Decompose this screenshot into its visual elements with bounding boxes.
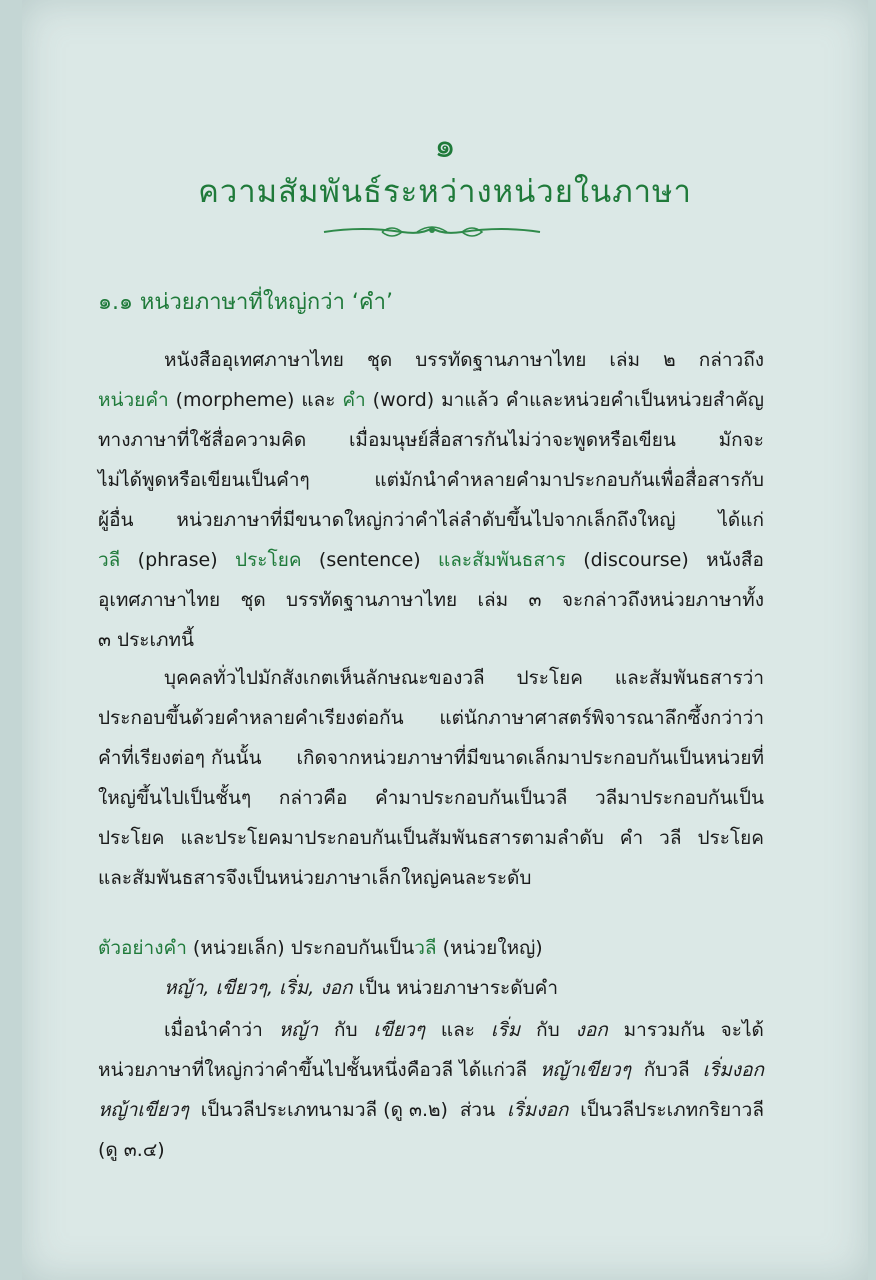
text-line bbox=[98, 540, 764, 580]
word: เริ่มงอก bbox=[702, 1059, 764, 1081]
text-line bbox=[98, 778, 764, 818]
text-line bbox=[98, 620, 764, 660]
word: (discourse) bbox=[583, 549, 689, 571]
word: เขียวๆ bbox=[373, 1019, 425, 1041]
text-line bbox=[98, 340, 764, 380]
paragraph-1 bbox=[98, 340, 764, 660]
word: กับ bbox=[334, 1019, 358, 1041]
word: ประกอบขึ้นด้วยคำหลายคำเรียงต่อกัน bbox=[98, 707, 404, 729]
term-highlight: และสัมพันธสาร bbox=[438, 549, 566, 571]
text-line bbox=[98, 928, 764, 968]
word: (word) bbox=[372, 389, 435, 411]
word: (morpheme) bbox=[175, 389, 295, 411]
word: (phrase) bbox=[137, 549, 218, 571]
paragraph-3 bbox=[98, 1010, 764, 1170]
word: และประโยคมาประกอบกันเป็นสัมพันธสารตามลำดับ bbox=[180, 827, 604, 849]
text-line bbox=[98, 658, 764, 698]
word: บรรทัดฐานภาษาไทย bbox=[286, 589, 458, 611]
term-highlight: ประโยค bbox=[235, 549, 302, 571]
text-line bbox=[98, 380, 764, 420]
word: มาแล้ว bbox=[441, 389, 499, 411]
word: เกิดจากหน่วยภาษาที่มีขนาดเล็กมาประกอบกันเป็นหน่วยที่ bbox=[296, 747, 764, 769]
word: กับวลี bbox=[643, 1059, 690, 1081]
word: เป็น หน่วยภาษาระดับคำ bbox=[352, 977, 559, 999]
word: คำที่เรียงต่อๆ กันนั้น bbox=[98, 747, 262, 769]
term-highlight: คำ bbox=[342, 389, 366, 411]
word: แต่นักภาษาศาสตร์พิจารณาลึกซึ้งกว่าว่า bbox=[439, 707, 764, 729]
word: คำและหน่วยคำเป็นหน่วยสำคัญ bbox=[505, 389, 764, 411]
word: จะได้ bbox=[720, 1019, 764, 1041]
word: บุคคลทั่วไปมักสังเกตเห็นลักษณะของวลี bbox=[164, 667, 485, 689]
word: ไม่ได้พูดหรือเขียนเป็นคำๆ bbox=[98, 469, 310, 491]
text-line bbox=[98, 858, 764, 898]
word: ทางภาษาที่ใช้สื่อความคิด bbox=[98, 429, 307, 451]
word: เริ่ม bbox=[490, 1019, 521, 1041]
word: ประโยค bbox=[516, 667, 584, 689]
text-line bbox=[98, 1050, 764, 1090]
word: งอก bbox=[575, 1019, 608, 1041]
text-line bbox=[98, 460, 764, 500]
word: ใหญ่ขึ้นไปเป็นชั้นๆ bbox=[98, 787, 252, 809]
word: เมื่อมนุษย์สื่อสารกันไม่ว่าจะพูดหรือเขียน bbox=[348, 429, 676, 451]
word: มักจะ bbox=[718, 429, 764, 451]
text-line bbox=[98, 738, 764, 778]
word: ชุด bbox=[366, 349, 393, 371]
text-line bbox=[98, 420, 764, 460]
word: กล่าวถึง bbox=[698, 349, 764, 371]
text-line bbox=[98, 698, 764, 738]
word: คำ bbox=[619, 827, 644, 849]
word: อุเทศภาษาไทย bbox=[98, 589, 221, 611]
word: และ bbox=[440, 1019, 476, 1041]
word: หญ้าเขียวๆ bbox=[540, 1059, 631, 1081]
word: จะกล่าวถึงหน่วยภาษาทั้ง bbox=[561, 589, 764, 611]
term-highlight: วลี bbox=[414, 937, 437, 959]
word: (ดู ๓.๔) bbox=[98, 1139, 165, 1161]
text-line bbox=[98, 580, 764, 620]
word: วลี bbox=[659, 827, 682, 849]
text-line bbox=[98, 1090, 764, 1130]
word: (หน่วยเล็ก) ประกอบกันเป็น bbox=[186, 937, 415, 959]
word: แต่มักนำคำหลายคำมาประกอบกันเพื่อสื่อสารกับ bbox=[374, 469, 764, 491]
word: ๓ ประเภทนี้ bbox=[98, 629, 195, 651]
word: หนังสืออุเทศภาษาไทย bbox=[164, 349, 344, 371]
word: และสัมพันธสารจึงเป็นหน่วยภาษาเล็กใหญ่คนละระดับ bbox=[98, 867, 532, 889]
word: และ bbox=[301, 389, 336, 411]
text-line bbox=[98, 818, 764, 858]
word: ประโยค bbox=[697, 827, 764, 849]
section-heading: ๑.๑ หน่วยภาษาที่ใหญ่กว่า ‘คำ’ bbox=[98, 290, 393, 315]
word: มารวมกัน bbox=[623, 1019, 705, 1041]
word: ๓ bbox=[528, 589, 542, 611]
example-words: หญ้า, เขียวๆ, เริ่ม, งอก bbox=[164, 977, 353, 999]
word: เล่ม bbox=[609, 349, 641, 371]
text-line bbox=[98, 1010, 764, 1050]
word: ประโยค bbox=[98, 827, 165, 849]
text-line bbox=[98, 968, 764, 1008]
word: เมื่อนำคำว่า bbox=[164, 1019, 263, 1041]
word: (sentence) bbox=[318, 549, 421, 571]
term-highlight: ตัวอย่างคำ bbox=[98, 937, 187, 959]
word: เป็นวลีประเภทกริยาวลี bbox=[580, 1099, 764, 1121]
book-page bbox=[22, 0, 868, 1280]
chapter-number: ๑ bbox=[434, 126, 456, 166]
ornament-divider-icon bbox=[322, 220, 542, 244]
example-block bbox=[98, 928, 764, 1008]
term-highlight: วลี bbox=[98, 549, 121, 571]
word: เป็นวลีประเภทนามวลี (ดู ๓.๒) bbox=[200, 1099, 448, 1121]
paragraph-2 bbox=[98, 658, 764, 898]
word: หญ้าเขียวๆ bbox=[98, 1099, 189, 1121]
word: กล่าวคือ bbox=[278, 787, 348, 809]
word: กับ bbox=[536, 1019, 560, 1041]
text-line bbox=[98, 500, 764, 540]
word: บรรทัดฐานภาษาไทย bbox=[415, 349, 587, 371]
word: และสัมพันธสารว่า bbox=[614, 667, 764, 689]
text-line bbox=[98, 1130, 764, 1170]
word: หนังสือ bbox=[706, 549, 764, 571]
word: ชุด bbox=[240, 589, 266, 611]
word: หน่วยภาษาที่ใหญ่กว่าคำขึ้นไปชั้นหนึ่งคือวลี ได้แก่วลี bbox=[98, 1059, 528, 1081]
word: ได้แก่ bbox=[718, 509, 764, 531]
chapter-title: ความสัมพันธ์ระหว่างหน่วยในภาษา bbox=[198, 174, 692, 210]
word: ส่วน bbox=[459, 1099, 496, 1121]
word: หญ้า bbox=[278, 1019, 319, 1041]
word: เริ่มงอก bbox=[506, 1099, 569, 1121]
word: ผู้อื่น bbox=[98, 509, 134, 531]
term-highlight: หน่วยคำ bbox=[98, 389, 169, 411]
word: (หน่วยใหญ่) bbox=[436, 937, 543, 959]
word: คำมาประกอบกันเป็นวลี bbox=[375, 787, 568, 809]
word: วลีมาประกอบกันเป็น bbox=[594, 787, 764, 809]
word: ๒ bbox=[663, 349, 676, 371]
word: หน่วยภาษาที่มีขนาดใหญ่กว่าคำไล่ลำดับขึ้นไปจากเล็กถึงใหญ่ bbox=[176, 509, 676, 531]
word: เล่ม bbox=[477, 589, 509, 611]
